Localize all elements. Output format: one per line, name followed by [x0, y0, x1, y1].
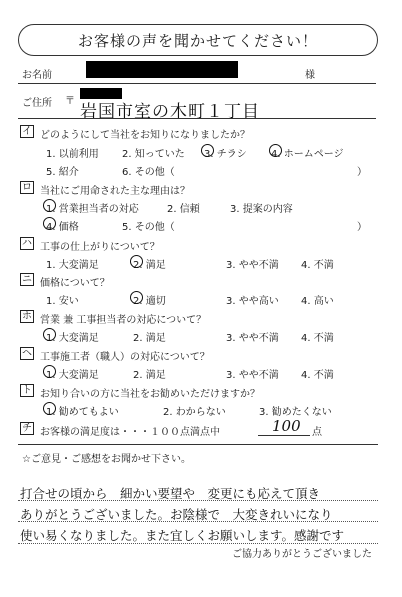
page-title: お客様の声を聞かせてください！	[18, 24, 378, 56]
q-i-option-6: 6. その他（	[122, 167, 175, 178]
address-handwriting: 岩国市室の木町１丁目	[80, 102, 260, 122]
question-he-text: 工事施工者（職人）の対応について？	[40, 352, 210, 363]
q-i-option-4: 4. ホームページ	[271, 149, 344, 160]
q-i-option-5: 5. 紹介	[46, 167, 79, 178]
q-ro-option-2: 2. 信頼	[167, 204, 200, 215]
question-mark-ni: ニ	[22, 274, 32, 285]
q-i-paren-close: ）	[357, 167, 367, 178]
q-ha-option-1: 1. 大変満足	[46, 260, 99, 271]
q-ha-option-3: 3. やや不満	[226, 260, 279, 271]
question-mark-he: ヘ	[22, 348, 32, 359]
circle-mark	[43, 217, 56, 230]
question-to-text: お知り合いの方に当社をお勧めいただけますか？	[40, 389, 260, 400]
closing-message: ご協力ありがとうございました	[232, 549, 372, 560]
name-underline	[18, 83, 376, 84]
q-i-option-3: 3. チラシ	[204, 149, 247, 160]
q-ha-option-4: 4. 不満	[301, 260, 334, 271]
q-ni-option-4: 4. 高い	[301, 296, 334, 307]
q-to-option-3: 3. 勧めたくない	[259, 407, 332, 418]
q-ro-paren-close: ）	[357, 222, 367, 233]
address-underline	[18, 118, 376, 119]
q-to-option-1: 1. 勧めてもよい	[46, 407, 119, 418]
question-mark-ha: ハ	[22, 238, 32, 249]
q-ni-option-1: 1. 安い	[46, 296, 79, 307]
q-to-option-2: 2. わからない	[163, 407, 226, 418]
circle-mark	[130, 291, 143, 304]
question-i-text: どのようにして当社をお知りになりましたか？	[40, 130, 250, 141]
question-mark-ro: ロ	[22, 182, 32, 193]
question-mark-i: イ	[22, 126, 32, 137]
address-label: ご住所	[22, 98, 52, 109]
circle-mark	[43, 402, 56, 415]
comments-label: ☆ご意見・ご感想をお聞かせ下さい。	[22, 454, 191, 465]
q-he-option-2: 2. 満足	[133, 370, 166, 381]
q-he-option-1: 1. 大変満足	[46, 370, 99, 381]
q-ro-option-5: 5. その他（	[122, 222, 175, 233]
q-ho-option-1: 1. 大変満足	[46, 333, 99, 344]
question-ho-text: 営業 兼 工事担当者の対応について？	[40, 315, 207, 326]
question-mark-ho: ホ	[22, 311, 32, 322]
circle-mark	[201, 144, 214, 157]
q-ni-option-2: 2. 適切	[133, 296, 166, 307]
circle-mark	[43, 365, 56, 378]
comment-line-2: ありがとうございました。お陰様で 大変きれいになり	[20, 507, 333, 522]
q-ro-option-3: 3. 提案の内容	[230, 204, 293, 215]
name-suffix: 様	[305, 70, 315, 81]
score-handwriting: 100	[272, 417, 301, 435]
score-underline	[258, 435, 310, 436]
question-mark-to: ト	[22, 385, 32, 396]
q-ro-option-1: 1. 営業担当者の対応	[46, 204, 139, 215]
q-ho-option-4: 4. 不満	[301, 333, 334, 344]
q-ho-option-2: 2. 満足	[133, 333, 166, 344]
q-i-option-1: 1. 以前利用	[46, 149, 99, 160]
circle-mark	[43, 328, 56, 341]
question-chi-text: お客様の満足度は・・・１００点満点中	[40, 427, 220, 438]
question-mark-chi: チ	[22, 423, 32, 434]
comments-divider	[18, 444, 378, 445]
name-label: お名前	[22, 70, 52, 81]
question-ro-text: 当社にご用命された主な理由は？	[40, 186, 190, 197]
circle-mark	[269, 144, 282, 157]
score-suffix: 点	[312, 427, 322, 438]
comment-line-1: 打合せの頃から 細かい要望や 変更にも応えて頂き	[20, 486, 321, 501]
postal-mark: 〒	[65, 96, 75, 107]
q-ni-option-3: 3. やや高い	[226, 296, 279, 307]
question-ni-text: 価格について？	[40, 278, 110, 289]
question-ha-text: 工事の仕上がりについて？	[40, 242, 160, 253]
name-redaction	[86, 61, 238, 78]
q-he-option-4: 4. 不満	[301, 370, 334, 381]
q-ha-option-2: 2. 満足	[133, 260, 166, 271]
q-ro-option-4: 4. 価格	[46, 222, 79, 233]
circle-mark	[130, 255, 143, 268]
q-ho-option-3: 3. やや不満	[226, 333, 279, 344]
circle-mark	[43, 199, 56, 212]
comment-line-3: 使い易くなりました。また宜しくお願いします。感謝です	[20, 528, 345, 543]
q-he-option-3: 3. やや不満	[226, 370, 279, 381]
q-i-option-2: 2. 知っていた	[122, 149, 185, 160]
